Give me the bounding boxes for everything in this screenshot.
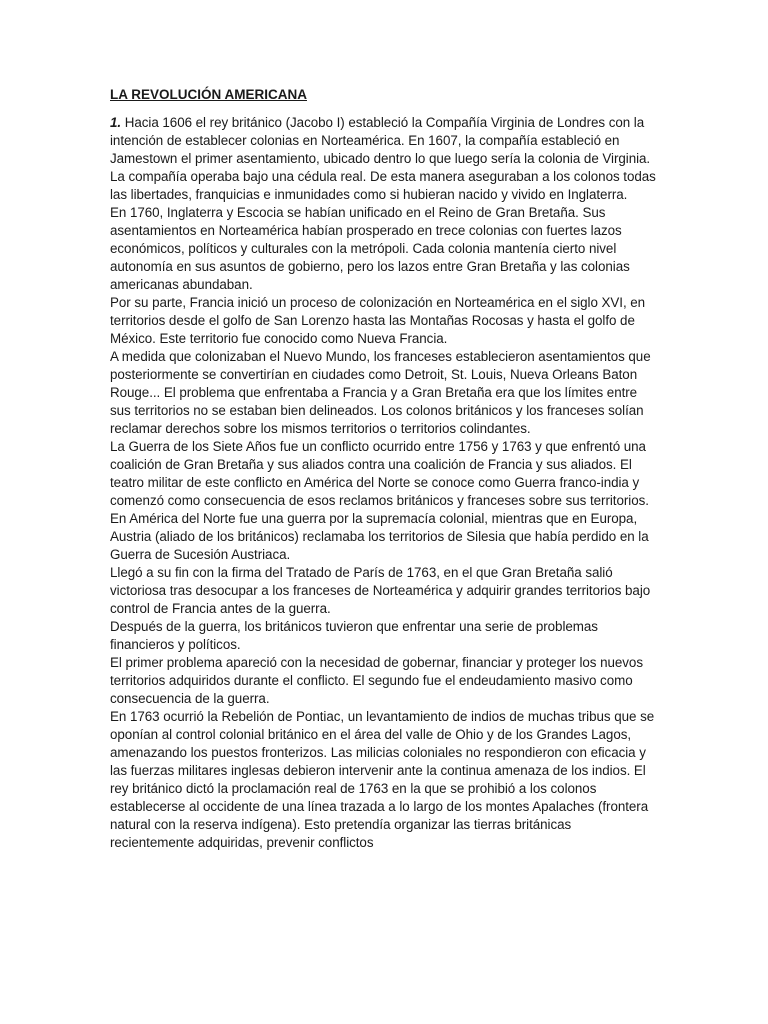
paragraph-6: En América del Norte fue una guerra por la supremacía colonial, mientras que en Europa, Austria (aliado de los británicos) reclamaba los territorios de Silesia que había perdido en la Guerra de Sucesión Austriaca. — [110, 511, 649, 562]
paragraph-4: A medida que colonizaban el Nuevo Mundo, los franceses establecieron asentamientos que posteriormente se convertirían en ciudades como Detroit, St. Louis, Nueva Orleans Baton Rouge... El problema que enfrentaba a Francia y a Gran Bretaña era que los límites entre sus territorios no se estaban bien delineados. Los colonos británicos y los franceses solían reclamar derechos sobre los mismos territorios o territorios colindantes. — [110, 349, 651, 436]
paragraph-5: La Guerra de los Siete Años fue un conflicto ocurrido entre 1756 y 1763 y que enfrentó una coalición de Gran Bretaña y sus aliados contra una coalición de Francia y sus aliados. El teatro militar de este conflicto en América del Norte se conoce como Guerra franco-india y comenzó como consecuencia de esos reclamos británicos y franceses sobre sus territorios. — [110, 439, 649, 508]
paragraph-1 — [110, 114, 658, 204]
paragraph-10: En 1763 ocurrió la Rebelión de Pontiac, un levantamiento de indios de muchas tribus que se oponían al control colonial británico en el área del valle de Ohio y de los Grandes Lagos, amenazando los puestos fronterizos. Las milicias coloniales no respondieron con eficacia y las fuerzas militares inglesas debieron intervenir ante la continua amenaza de los indios. El rey británico dictó la proclamación real de 1763 en la que se prohibió a los colonos establecerse al occidente de una línea trazada a lo largo de los montes Apalaches (frontera natural con la reserva indígena). Esto pretendía organizar las tierras británicas recientemente adquiridas, prevenir conflictos — [110, 709, 655, 850]
document-title: LA REVOLUCIÓN AMERICANA — [110, 87, 307, 102]
document-page — [110, 86, 658, 852]
paragraph-9: El primer problema apareció con la necesidad de gobernar, financiar y proteger los nuevos territorios adquiridos durante el conflicto. El segundo fue el endeudamiento masivo como consecuencia de la guerra. — [110, 655, 643, 706]
paragraph-1-text: Hacia 1606 el rey británico (Jacobo I) estableció la Compañía Virginia de Londres con la intención de establecer colonias en Norteamérica. En 1607, la compañía estableció en Jamestown el primer asentamiento, ubicado dentro lo que luego sería la colonia de Virginia. La compañía operaba bajo una cédula real. De esta manera aseguraban a los colonos todas las libertades, franquicias e inmunidades como si hubieran nacido y vivido en Inglaterra. — [110, 115, 656, 202]
paragraph-8: Después de la guerra, los británicos tuvieron que enfrentar una serie de problemas financieros y políticos. — [110, 619, 598, 652]
paragraph-2: En 1760, Inglaterra y Escocia se habían unificado en el Reino de Gran Bretaña. Sus asentamientos en Norteamérica habían prosperado en trece colonias con fuertes lazos económicos, políticos y culturales con la metrópoli. Cada colonia mantenía cierto nivel autonomía en sus asuntos de gobierno, pero los lazos entre Gran Bretaña y las colonias americanas abundaban. — [110, 205, 630, 292]
section-number: 1. — [110, 115, 122, 130]
paragraph-7: Llegó a su fin con la firma del Tratado de París de 1763, en el que Gran Bretaña salió victoriosa tras desocupar a los franceses de Norteamérica y adquirir grandes territorios bajo control de Francia antes de la guerra. — [110, 565, 651, 616]
paragraph-3: Por su parte, Francia inició un proceso de colonización en Norteamérica en el siglo XVI, en territorios desde el golfo de San Lorenzo hasta las Montañas Rocosas y hasta el golfo de México. Este territorio fue conocido como Nueva Francia. — [110, 295, 646, 346]
